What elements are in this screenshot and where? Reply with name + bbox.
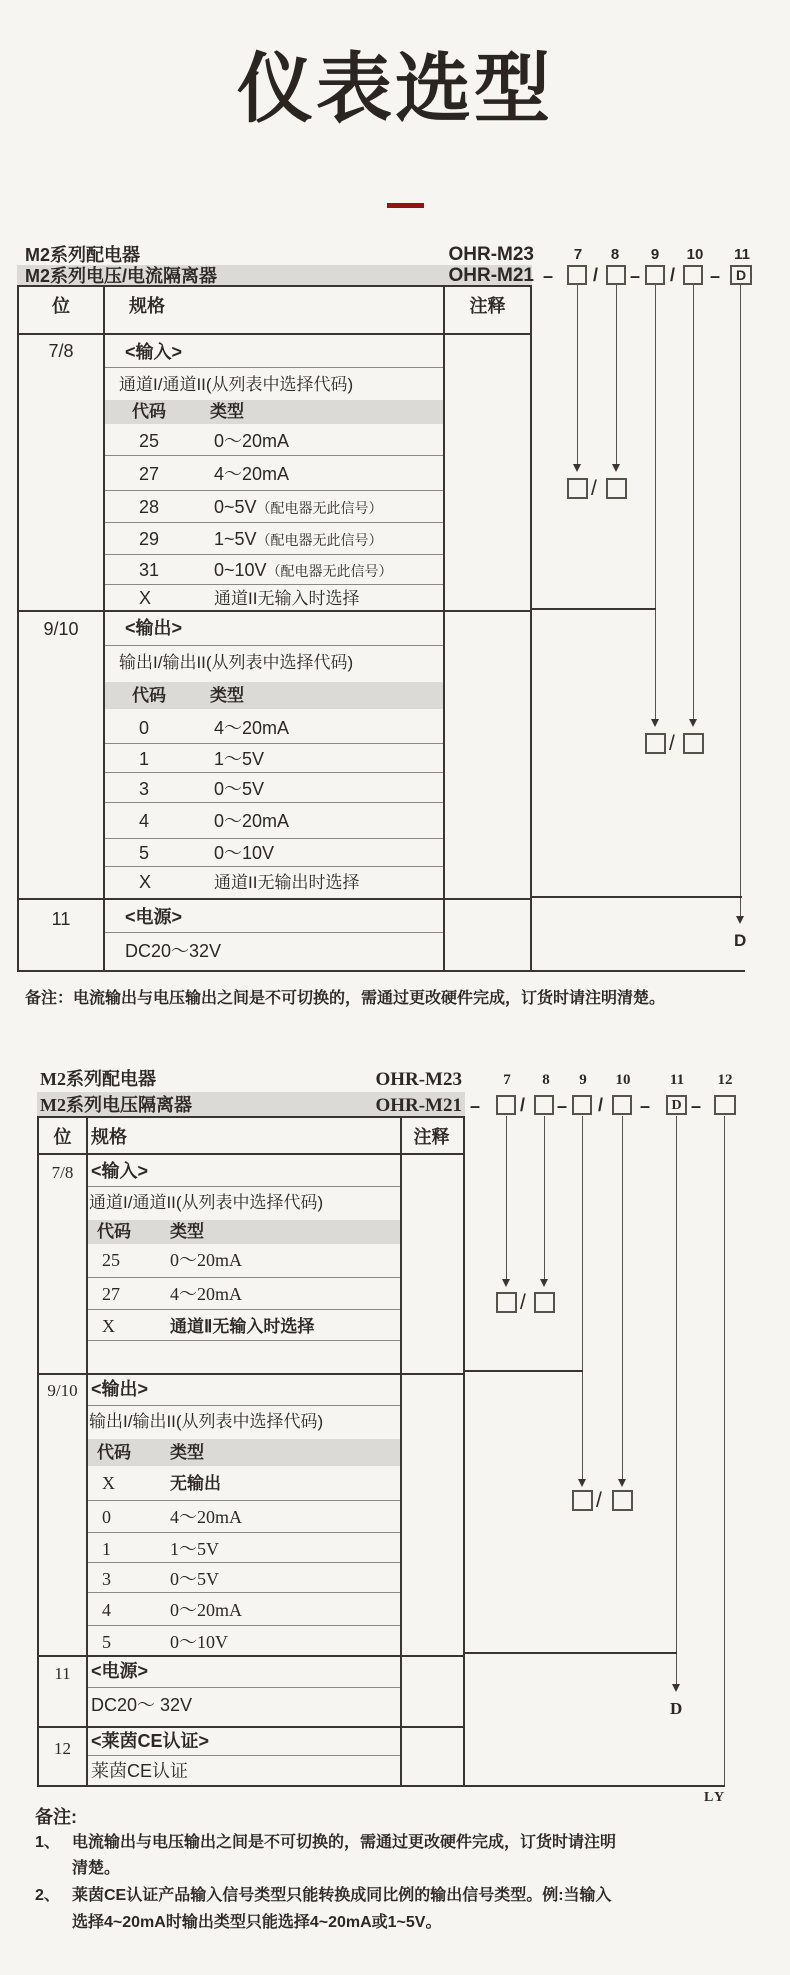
row-line <box>105 772 443 773</box>
header-border <box>39 1153 463 1155</box>
t1-position-number: 8 <box>610 246 620 263</box>
row-code: 4 <box>102 1600 111 1620</box>
section-subheading: 输出I/输出II(从列表中选择代码) <box>89 1412 324 1431</box>
dash-separator: – <box>470 1096 481 1116</box>
row-type: 4～20mA <box>214 718 290 738</box>
code-box-9 <box>645 265 665 285</box>
arrow-down-icon <box>573 464 581 472</box>
t2-series1-model: OHR-M23 <box>375 1069 462 1090</box>
col-header-note: 注释 <box>413 1127 450 1147</box>
input-pair-box <box>534 1292 555 1313</box>
row-line <box>88 1500 400 1501</box>
power-value: DC20～ 32V <box>91 1695 193 1715</box>
section-subheading: 通道I/通道II(从列表中选择代码) <box>89 1193 324 1212</box>
row-type: 无输出 <box>170 1474 221 1493</box>
code-box-10 <box>612 1095 632 1115</box>
dash-separator: – <box>640 1096 651 1116</box>
row-line <box>105 490 443 491</box>
slash-separator: / <box>520 1095 526 1115</box>
row-code: 27 <box>102 1284 120 1304</box>
t1-series2-model: OHR-M21 <box>448 265 534 286</box>
connector-line <box>740 285 741 916</box>
row-line <box>88 1687 400 1688</box>
row-code: 25 <box>102 1250 120 1270</box>
section-heading: <电源> <box>125 907 183 927</box>
code-box-9 <box>572 1095 592 1115</box>
section-pos-label: 7/8 <box>48 341 74 361</box>
t1-note: 备注：电流输出与电压输出之间是不可切换的，需通过更改硬件完成，订货时请注明清楚。 <box>25 990 666 1007</box>
section-border <box>19 898 530 900</box>
row-type: 通道Ⅱ无输入时选择 <box>170 1317 315 1336</box>
column-divider <box>400 1118 402 1785</box>
section-line-extension <box>532 970 745 972</box>
row-type: 0～5V <box>214 779 265 799</box>
column-divider <box>443 287 445 970</box>
dash-separator: – <box>691 1096 702 1116</box>
section-heading: <输入> <box>91 1161 149 1181</box>
t1-position-number: 10 <box>686 246 704 263</box>
row-remark: （配电器无此信号） <box>266 563 393 579</box>
connector-line <box>622 1116 623 1479</box>
connector-line <box>577 285 578 464</box>
row-line <box>88 1340 400 1341</box>
row-code: 27 <box>139 464 160 484</box>
code-header-type: 类型 <box>170 1222 204 1241</box>
section-heading: <输入> <box>125 342 183 362</box>
t2-series2-name: M2系列电压隔离器 <box>40 1095 192 1115</box>
row-code: 0 <box>139 718 150 738</box>
row-line <box>88 1562 400 1563</box>
slash-separator: / <box>670 265 676 285</box>
section-line-extension <box>463 1370 583 1372</box>
section-pos-label: 11 <box>51 909 71 929</box>
section-line-extension <box>532 896 742 898</box>
row-type: 0~5V（配电器无此信号） <box>214 497 383 517</box>
header-border <box>19 333 530 335</box>
row-line <box>105 455 443 456</box>
note-number: 2、 <box>35 1887 60 1904</box>
col-header-spec: 规格 <box>91 1127 127 1147</box>
arrow-down-icon <box>612 464 620 472</box>
row-line <box>88 1592 400 1593</box>
arrow-down-icon <box>540 1279 548 1287</box>
t1-series2-name: M2系列电压/电流隔离器 <box>25 266 218 286</box>
input-pair-box <box>496 1292 517 1313</box>
slash-separator: / <box>593 265 599 285</box>
row-code: 4 <box>139 811 150 831</box>
row-line <box>105 802 443 803</box>
code-box-10 <box>683 265 703 285</box>
dash-separator: – <box>557 1096 568 1116</box>
row-line <box>88 1625 400 1626</box>
row-code: 1 <box>139 749 150 769</box>
note-number: 1、 <box>35 1834 60 1851</box>
row-line <box>88 1277 400 1278</box>
row-code: 3 <box>102 1569 111 1589</box>
output-pair-box <box>645 733 666 754</box>
t2-position-number: 9 <box>579 1072 587 1088</box>
row-code: 0 <box>102 1507 111 1527</box>
column-divider <box>103 287 105 970</box>
row-type: 通道II无输入时选择 <box>214 589 360 608</box>
t1-position-number: 7 <box>573 246 583 263</box>
code-header-code: 代码 <box>97 1443 131 1462</box>
row-type: 0～10V <box>214 843 275 863</box>
row-line <box>88 1309 400 1310</box>
section-pos-label: 11 <box>54 1664 71 1683</box>
section-pos-label: 12 <box>54 1739 71 1758</box>
row-type: 0～20mA <box>170 1600 242 1620</box>
code-header-type: 类型 <box>210 686 244 705</box>
connector-line <box>616 285 617 464</box>
code-box-8 <box>606 265 626 285</box>
row-line <box>88 1532 400 1533</box>
row-type: 0～10V <box>170 1632 228 1652</box>
section-heading: <电源> <box>91 1661 149 1681</box>
arrow-down-icon <box>651 719 659 727</box>
section-line-extension <box>532 608 656 610</box>
row-line <box>105 838 443 839</box>
row-type: 0~10V（配电器无此信号） <box>214 560 393 580</box>
arrow-down-icon <box>578 1479 586 1487</box>
code-header-band <box>88 1220 400 1244</box>
section-line-extension <box>463 1652 677 1654</box>
arrow-down-icon <box>618 1479 626 1487</box>
note-text: 电流输出与电压输出之间是不可切换的，需通过更改硬件完成，订货时请注明 <box>72 1834 617 1851</box>
section-subheading: 输出I/输出II(从列表中选择代码) <box>119 653 354 672</box>
section-line-extension <box>463 1785 725 1787</box>
t1-series1-name: M2系列配电器 <box>25 245 141 265</box>
row-code: 3 <box>139 779 150 799</box>
slash-separator: / <box>591 477 597 500</box>
row-type: 4～20mA <box>214 464 290 484</box>
t2-position-number: 10 <box>615 1072 631 1088</box>
col-header-pos: 位 <box>52 296 70 316</box>
row-code: X <box>102 1473 115 1493</box>
row-code: 5 <box>139 843 150 863</box>
row-type: 4～20mA <box>170 1284 242 1304</box>
ce-value: 莱茵CE认证 <box>91 1761 189 1781</box>
title-accent-dash <box>387 203 424 208</box>
row-line <box>88 1405 400 1406</box>
t2-table <box>37 1116 465 1787</box>
arrow-down-icon <box>672 1684 680 1692</box>
row-line <box>105 932 443 933</box>
row-type: 0～20mA <box>214 811 290 831</box>
t1-position-number: 11 <box>734 246 750 263</box>
t2-notes-title: 备注: <box>35 1807 77 1827</box>
t2-series1-name: M2系列配电器 <box>40 1069 156 1089</box>
row-code: 31 <box>139 560 160 580</box>
col-header-pos: 位 <box>53 1127 72 1147</box>
row-line <box>88 1755 400 1756</box>
row-code: 1 <box>102 1539 111 1559</box>
slash-separator: / <box>520 1291 526 1314</box>
code-header-code: 代码 <box>97 1222 131 1241</box>
row-code: X <box>139 872 152 892</box>
power-value: DC20～32V <box>125 941 222 961</box>
section-border <box>39 1726 463 1728</box>
t1-position-number: 9 <box>650 246 660 263</box>
row-line <box>105 645 443 646</box>
slash-separator: / <box>596 1489 602 1512</box>
dash-separator: – <box>710 266 721 286</box>
row-remark: （配电器无此信号） <box>256 532 383 548</box>
t1-power-code-label: D <box>734 931 747 950</box>
arrow-down-icon <box>736 916 744 924</box>
code-box-8 <box>534 1095 554 1115</box>
row-type: 0～20mA <box>170 1250 242 1270</box>
row-type: 1～5V <box>170 1539 219 1559</box>
col-header-spec: 规格 <box>129 296 165 316</box>
row-line <box>105 522 443 523</box>
code-box-11-d: D <box>666 1095 687 1115</box>
slash-separator: / <box>669 732 675 755</box>
row-code: 28 <box>139 497 160 517</box>
input-pair-box <box>567 478 588 499</box>
connector-line <box>582 1116 583 1479</box>
code-header-type: 类型 <box>210 402 244 421</box>
output-pair-box <box>683 733 704 754</box>
note-text: 清楚。 <box>72 1860 121 1877</box>
section-border <box>19 610 530 612</box>
page-title: 仪表选型 <box>237 47 553 132</box>
section-border <box>39 1373 463 1375</box>
row-type: 通道II无输出时选择 <box>214 873 360 892</box>
note-text: 莱茵CE认证产品输入信号类型只能转换成同比例的输出信号类型。例:当输入 <box>72 1887 612 1904</box>
row-type: 1～5V <box>214 749 265 769</box>
row-line <box>105 554 443 555</box>
row-code: 25 <box>139 431 160 451</box>
section-heading: <莱茵CE认证> <box>91 1731 210 1751</box>
section-heading: <输出> <box>91 1379 149 1399</box>
col-header-note: 注释 <box>469 296 506 316</box>
t2-position-number: 8 <box>542 1072 550 1088</box>
t2-position-number: 7 <box>503 1072 511 1088</box>
row-code: X <box>102 1316 115 1336</box>
section-subheading: 通道I/通道II(从列表中选择代码) <box>119 375 354 394</box>
code-header-code: 代码 <box>132 686 166 705</box>
row-code: 5 <box>102 1632 111 1652</box>
row-line <box>105 743 443 744</box>
row-type: 0～20mA <box>214 431 290 451</box>
note-text: 选择4~20mA时输出类型只能选择4~20mA或1~5V。 <box>72 1914 442 1931</box>
input-pair-box <box>606 478 627 499</box>
row-code: 29 <box>139 529 160 549</box>
dash-separator: – <box>630 266 641 286</box>
connector-line <box>506 1116 507 1279</box>
code-header-code: 代码 <box>132 402 166 421</box>
connector-line <box>693 285 694 719</box>
t2-series2-model: OHR-M21 <box>375 1095 462 1116</box>
code-header-type: 类型 <box>170 1443 204 1462</box>
row-line <box>105 584 443 585</box>
section-heading: <输出> <box>125 618 183 638</box>
row-type: 0～5V <box>170 1569 219 1589</box>
section-pos-label: 7/8 <box>51 1163 74 1182</box>
arrow-down-icon <box>502 1279 510 1287</box>
row-type: 4～20mA <box>170 1507 242 1527</box>
code-box-11-d: D <box>730 265 752 285</box>
dash-separator: – <box>543 266 554 286</box>
t2-ce-code-label: LY <box>704 1790 727 1805</box>
t1-series1-model: OHR-M23 <box>448 244 534 265</box>
t2-position-number: 11 <box>669 1072 685 1088</box>
connector-line <box>724 1116 725 1787</box>
section-pos-label: 9/10 <box>47 1381 78 1400</box>
row-line <box>105 866 443 867</box>
row-remark: （配电器无此信号） <box>256 500 383 516</box>
arrow-down-icon <box>689 719 697 727</box>
section-border <box>39 1655 463 1657</box>
slash-separator: / <box>598 1095 604 1115</box>
row-type: 1~5V（配电器无此信号） <box>214 529 383 549</box>
connector-line <box>676 1116 677 1684</box>
t1-table <box>17 285 532 972</box>
row-line <box>88 1186 400 1187</box>
code-header-band <box>88 1439 400 1466</box>
code-box-12 <box>714 1095 736 1115</box>
section-pos-label: 9/10 <box>43 619 79 639</box>
connector-line <box>544 1116 545 1279</box>
row-code: X <box>139 588 152 608</box>
code-box-7 <box>567 265 587 285</box>
t2-position-number: 12 <box>717 1072 733 1088</box>
output-pair-box <box>612 1490 633 1511</box>
code-box-7 <box>496 1095 516 1115</box>
connector-line <box>655 285 656 719</box>
output-pair-box <box>572 1490 593 1511</box>
t2-power-code-label: D <box>670 1699 683 1718</box>
row-line <box>105 367 443 368</box>
